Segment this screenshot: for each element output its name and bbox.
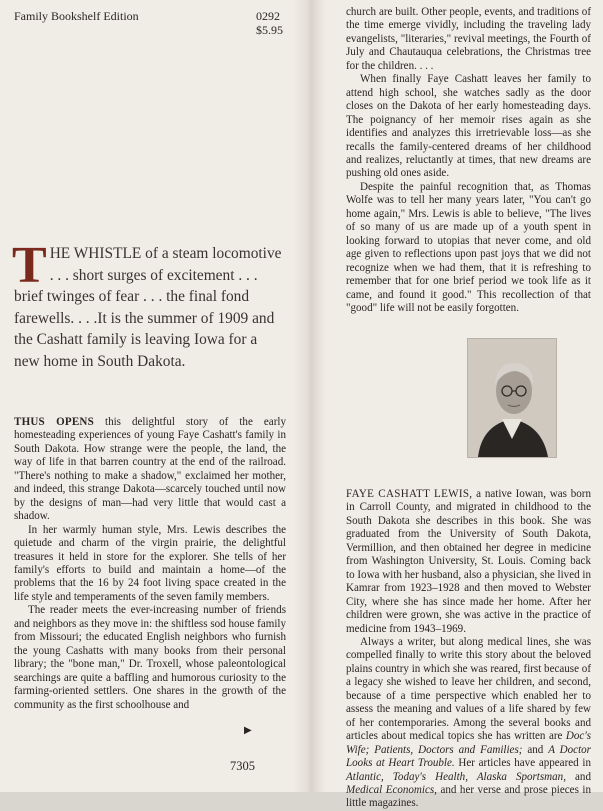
author-bio bbox=[346, 488, 591, 811]
book-title: Doc's Wife; Patients, Doctors and Families; bbox=[346, 730, 591, 756]
paragraph bbox=[14, 416, 286, 524]
author-portrait-image bbox=[468, 339, 556, 457]
paragraph bbox=[346, 636, 591, 811]
edition-label: Family Bookshelf Edition bbox=[14, 9, 139, 23]
book-code: 0292 bbox=[256, 9, 280, 23]
opening-text: HE WHISTLE of a steam locomotive . . . short surges of excitement . . . brief twinges of fear . . . the final fond farewells. . . .It is the summer of 1909 and the Cashatt family is leaving Iowa for a new home in South Dakota. bbox=[14, 245, 282, 370]
drop-cap: T bbox=[12, 237, 47, 294]
paragraph-text: Always a writer, but along medical lines, she was compelled finally to write this story about the beloved plains country in which she was reared, first because of a legacy she wished to leave her children, and second, because of a time perspective which enabled her to assess the meaning and values of a life shared by few of her contemporaries. Among the several books and articles about medical topics she has written are bbox=[346, 635, 591, 743]
jacket-fold bbox=[294, 0, 326, 792]
paragraph-text: a native Iowan, was born in Carroll County, and migrated in childhood to the South Dakota she describes in this book. She was graduated from the University of South Dakota, Vermillion, and then obtained her degree in medicine from Washington University, St. Louis. Coming back to Iowa with her husband, also a physician, she lived in Kamrar from 1923–1928 and then moved to Webster City, where she has since made her home. After her children were grown, she was active in the practice of medicine from 1943–1969. bbox=[346, 488, 591, 635]
paragraph bbox=[346, 488, 591, 636]
price: $5.95 bbox=[256, 23, 283, 37]
left-body-text bbox=[14, 416, 286, 712]
paragraph: In her warmly human style, Mrs. Lewis describes the quietude and charm of the virgin prairie, the delightful treasures it held in store for the explorer. She tells of her family's efforts to build and maintain a home—of the problems that the 16 by 24 foot living space created in the life style and temperaments of the seven family members. bbox=[14, 523, 286, 603]
paragraph-text: this delightful story of the early homesteading experiences of young Faye Cashatt's family in South Dakota. How strange were the people, the land, the way of life in that barren country at the end of the railroad. "There's nothing to make a shadow," exclaimed her mother, and indeed, this strange Dakota—scarcely touched until now by the designs of man—had very little that would cast a shadow. bbox=[14, 416, 286, 523]
author-photo bbox=[467, 338, 557, 458]
paragraph: church are built. Other people, events, and traditions of the time emerge vividly, including the traveling lady evangelists, "literaries," revival meetings, the Fourth of July and Chautauqua celebrations, the Christmas tree for the children. . . . bbox=[346, 6, 591, 72]
paragraph-text: and bbox=[565, 770, 591, 783]
lead-in: THUS OPENS bbox=[14, 416, 94, 428]
right-body-text bbox=[346, 6, 591, 315]
continue-arrow-icon: ▶ bbox=[244, 725, 252, 736]
paragraph: Despite the painful recognition that, as Thomas Wolfe was to tell her many years later, "You can't go home again," Mrs. Lewis is able to believe, "The lives of so many of us are made up of a youth spent in looking forward to utopias that never come, and old age given to reflections upon past joys that we did not recognize when we had them, that it is refreshing to remember that for one brief period we took life as it came, and found it good." This recollection of that "good" life will not be easily forgotten. bbox=[346, 180, 591, 314]
author-name: FAYE CASHATT LEWIS, bbox=[346, 488, 473, 500]
opening-passage bbox=[12, 237, 286, 372]
book-title: A Doctor Looks at Heart Trouble. bbox=[346, 743, 591, 770]
magazine-titles: Atlantic, Today's Health, Alaska Sportsman, bbox=[346, 770, 566, 783]
paragraph-text: and bbox=[522, 743, 549, 756]
paragraph: The reader meets the ever-increasing number of friends and neighbors as they move in: the shiftless sod house family from Missouri; the educated English neighbors who furnish the young Cashatts with many books from their personal library; the "bone man," Dr. Troxell, whose paleontological searchings are quite a baffling and humorous curiosity to the farming-oriented settlers. One shares in the growth of the community as the first schoolhouse and bbox=[14, 604, 286, 711]
paragraph: When finally Faye Cashatt leaves her family to attend high school, she watches sadly as the door closes on the Dakota of her early homesteading days. The poignancy of her memoir rises again as she identifies and analyzes this irretrievable loss—as she recalls the family-centered dreams of her childhood and realizes, reluctantly at times, that new dreams are pushing old ones aside. bbox=[346, 73, 591, 180]
paragraph-text: and her verse and prose pieces in little magazines. bbox=[346, 783, 591, 810]
page-number: 7305 bbox=[230, 759, 255, 773]
paragraph-text: Her articles have appeared in bbox=[454, 757, 591, 770]
magazine-title: Medical Economics, bbox=[346, 783, 437, 796]
